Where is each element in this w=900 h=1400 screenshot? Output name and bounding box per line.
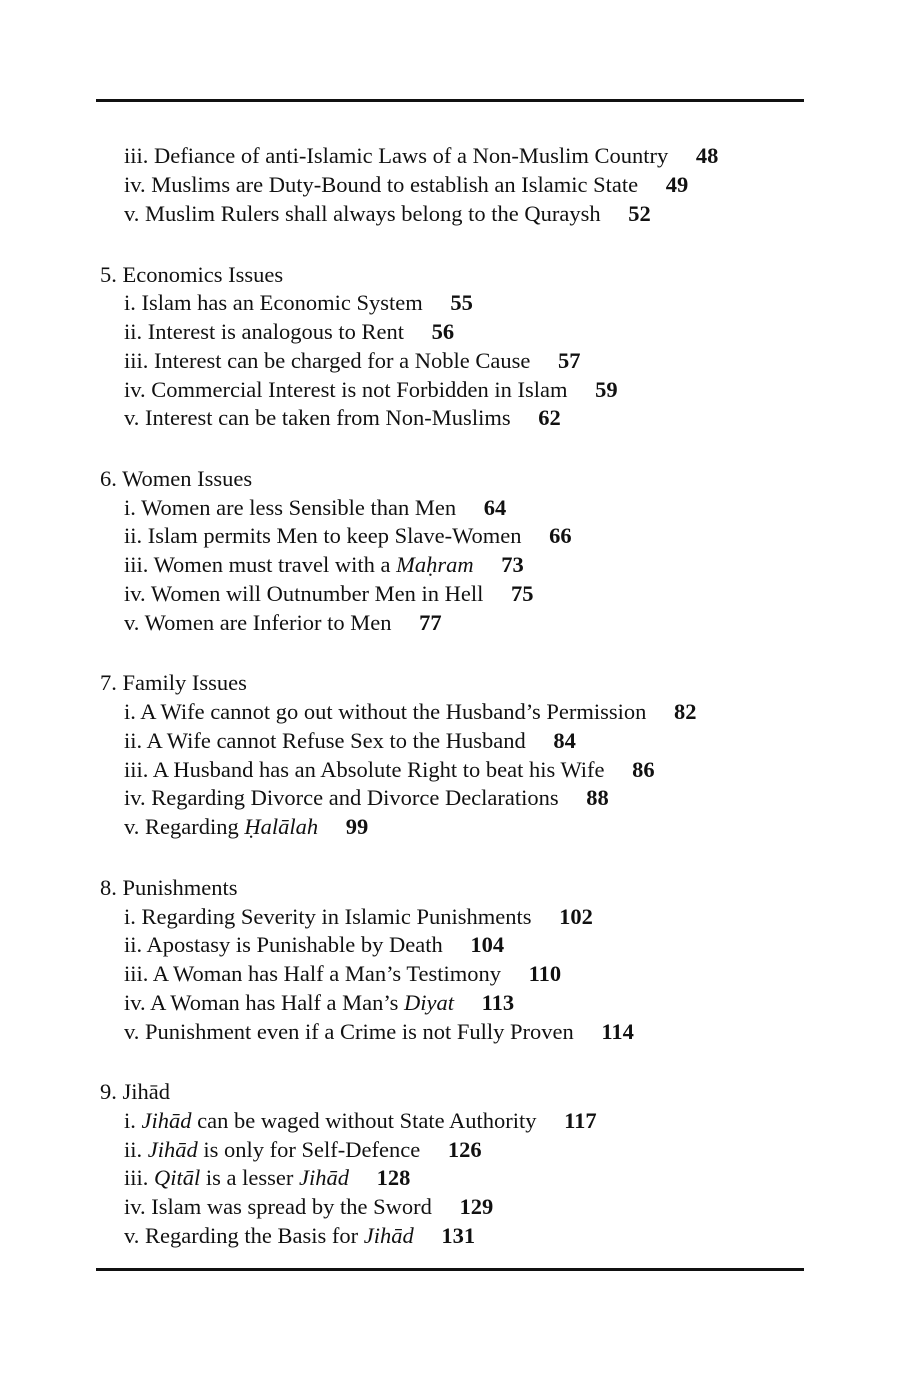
entry-title: Women are less Sensible than Men — [141, 495, 457, 520]
toc-entry[interactable] — [124, 1135, 482, 1164]
entry-page-number: 126 — [447, 1137, 482, 1162]
entry-numeral: ii. — [124, 523, 143, 548]
entry-numeral: iii. — [124, 961, 149, 986]
entry-page-number: 52 — [628, 201, 651, 226]
entry-page-number: 48 — [695, 143, 719, 168]
toc-entry[interactable] — [124, 170, 688, 199]
toc-entry[interactable] — [124, 375, 618, 404]
entry-page-number: 56 — [431, 319, 455, 344]
entry-page-number: 75 — [511, 581, 534, 606]
entry-title: Islam permits Men to keep Slave-Women — [147, 523, 522, 548]
bottom-rule — [96, 1268, 804, 1271]
entry-numeral: iii. — [124, 143, 149, 168]
entry-title: Regarding the Basis for — [145, 1223, 359, 1248]
entry-numeral: i. — [124, 1108, 136, 1133]
entry-numeral: iii. — [124, 757, 149, 782]
entry-page-number: 49 — [665, 172, 689, 197]
entry-page-number: 102 — [559, 904, 593, 929]
entry-numeral: iv. — [124, 377, 146, 402]
entry-numeral: iv. — [124, 1194, 146, 1219]
toc-entry[interactable] — [124, 697, 697, 726]
toc-entry[interactable] — [124, 493, 506, 522]
toc-entry[interactable] — [124, 199, 651, 228]
entry-numeral: iii. — [124, 348, 149, 373]
entry-page-number: 129 — [459, 1194, 494, 1219]
toc-entry[interactable] — [124, 346, 580, 375]
entry-numeral: iv. — [124, 990, 146, 1015]
entry-page-number: 99 — [345, 814, 369, 839]
entry-page-number: 88 — [586, 785, 609, 810]
entry-title: Women will Outnumber Men in Hell — [150, 581, 484, 606]
entry-numeral: v. — [124, 814, 140, 839]
entry-term: Ḥalālah — [244, 814, 319, 839]
toc-entry[interactable] — [124, 1163, 410, 1192]
entry-title: is a lesser — [205, 1165, 294, 1190]
entry-numeral: v. — [124, 610, 140, 635]
entry-numeral: v. — [124, 201, 140, 226]
toc-entry[interactable] — [124, 902, 593, 931]
entry-lead-term: Jihād — [147, 1137, 198, 1162]
toc-entry[interactable] — [124, 1221, 475, 1250]
toc-entry[interactable] — [124, 930, 504, 959]
entry-page-number: 86 — [632, 757, 655, 782]
entry-page-number: 128 — [376, 1165, 411, 1190]
toc-entry[interactable] — [124, 1192, 493, 1221]
toc-entry[interactable] — [124, 755, 655, 784]
entry-page-number: 82 — [674, 699, 697, 724]
entry-numeral: v. — [124, 405, 140, 430]
section-heading[interactable]: 7. Family Issues — [100, 670, 247, 695]
entry-numeral: v. — [124, 1223, 140, 1248]
entry-page-number: 57 — [557, 348, 581, 373]
entry-page-number: 73 — [501, 552, 524, 577]
toc-entry[interactable] — [124, 141, 718, 170]
entry-title: A Wife cannot Refuse Sex to the Husband — [146, 728, 526, 753]
entry-term: Jihād — [363, 1223, 414, 1248]
entry-title: can be waged without State Authority — [197, 1108, 537, 1133]
entry-title: A Wife cannot go out without the Husband’s Permission — [140, 699, 647, 724]
entry-title: Punishment even if a Crime is not Fully Proven — [145, 1019, 574, 1044]
entry-title: Women are Inferior to Men — [144, 610, 392, 635]
toc-entry[interactable] — [124, 988, 514, 1017]
entry-numeral: iii. — [124, 1165, 149, 1190]
entry-lead-term: Qitāl — [154, 1165, 201, 1190]
entry-lead-term: Jihād — [141, 1108, 192, 1133]
entry-numeral: i. — [124, 290, 136, 315]
entry-title: Islam has an Economic System — [141, 290, 423, 315]
entry-numeral: ii. — [124, 932, 143, 957]
entry-title: Defiance of anti-Islamic Laws of a Non-Muslim Country — [154, 143, 669, 168]
section-heading[interactable]: 5. Economics Issues — [100, 262, 284, 287]
entry-numeral: i. — [124, 495, 136, 520]
entry-numeral: v. — [124, 1019, 140, 1044]
entry-title: Muslims are Duty-Bound to establish an Islamic State — [151, 172, 639, 197]
toc-entry[interactable] — [124, 726, 576, 755]
toc-entry[interactable] — [124, 550, 524, 579]
entry-numeral: i. — [124, 904, 136, 929]
entry-term: Diyat — [404, 990, 455, 1015]
entry-page-number: 117 — [564, 1108, 597, 1133]
entry-page-number: 62 — [538, 405, 561, 430]
entry-numeral: iv. — [124, 172, 146, 197]
toc-entry[interactable] — [124, 812, 368, 841]
entry-numeral: i. — [124, 699, 136, 724]
entry-title: Women must travel with a — [153, 552, 391, 577]
entry-title: Interest can be taken from Non-Muslims — [145, 405, 511, 430]
toc-entry[interactable] — [124, 521, 572, 550]
entry-term: Jihād — [299, 1165, 350, 1190]
entry-title: Commercial Interest is not Forbidden in Islam — [151, 377, 568, 402]
toc-entry[interactable] — [124, 1017, 634, 1046]
entry-page-number: 59 — [595, 377, 618, 402]
entry-title: A Woman has Half a Man’s — [150, 990, 399, 1015]
entry-numeral: iii. — [124, 552, 149, 577]
entry-page-number: 84 — [553, 728, 576, 753]
entry-page-number: 77 — [419, 610, 442, 635]
entry-numeral: ii. — [124, 319, 143, 344]
entry-title: Regarding Divorce and Divorce Declarations — [151, 785, 559, 810]
entry-page-number: 104 — [470, 932, 505, 957]
entry-numeral: ii. — [124, 728, 143, 753]
toc-entry[interactable] — [124, 608, 442, 637]
entry-title: Muslim Rulers shall always belong to the Quraysh — [145, 201, 601, 226]
toc-entry[interactable] — [124, 783, 609, 812]
section-heading[interactable]: 6. Women Issues — [100, 466, 253, 491]
section-heading[interactable]: 9. Jihād — [100, 1079, 170, 1104]
entry-numeral: iv. — [124, 581, 146, 606]
toc-entry[interactable] — [124, 317, 454, 346]
entry-page-number: 113 — [481, 990, 515, 1015]
entry-term: Maḥram — [396, 552, 474, 577]
entry-numeral: ii. — [124, 1137, 143, 1162]
entry-page-number: 114 — [601, 1019, 634, 1044]
entry-title: is only for Self-Defence — [203, 1137, 421, 1162]
entry-title: Islam was spread by the Sword — [151, 1194, 432, 1219]
entry-page-number: 131 — [441, 1223, 476, 1248]
toc-entry[interactable] — [124, 1106, 597, 1135]
toc-entry[interactable] — [124, 959, 561, 988]
entry-page-number: 64 — [483, 495, 507, 520]
entry-page-number: 110 — [528, 961, 562, 986]
entry-title: A Husband has an Absolute Right to beat his Wife — [152, 757, 605, 782]
toc-entry[interactable] — [124, 403, 561, 432]
entry-title: Regarding Severity in Islamic Punishments — [141, 904, 532, 929]
entry-title: Interest is analogous to Rent — [147, 319, 404, 344]
section-heading[interactable]: 8. Punishments — [100, 875, 238, 900]
entry-page-number: 66 — [549, 523, 572, 548]
entry-title: A Woman has Half a Man’s Testimony — [152, 961, 502, 986]
entry-page-number: 55 — [450, 290, 473, 315]
toc-entry[interactable] — [124, 288, 473, 317]
entry-title: Regarding — [145, 814, 239, 839]
entry-title: Apostasy is Punishable by Death — [146, 932, 443, 957]
toc-entry[interactable] — [124, 579, 534, 608]
entry-numeral: iv. — [124, 785, 146, 810]
entry-title: Interest can be charged for a Noble Cause — [154, 348, 531, 373]
